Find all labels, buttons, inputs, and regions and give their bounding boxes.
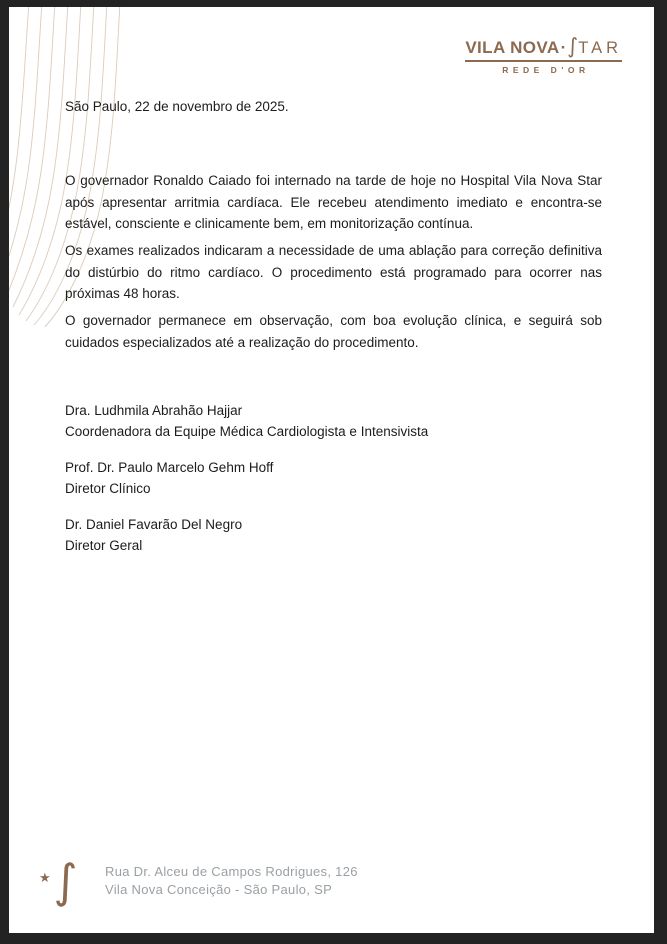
star-icon: ★ xyxy=(39,870,51,885)
signature-block xyxy=(65,514,428,556)
dateline: São Paulo, 22 de novembro de 2025. xyxy=(65,99,289,114)
footer-logo xyxy=(39,850,101,912)
signatory-name: Prof. Dr. Paulo Marcelo Gehm Hoff xyxy=(65,460,274,475)
signature-block xyxy=(65,457,428,499)
letter-page xyxy=(9,7,654,933)
letter-paragraph-1: O governador Ronaldo Caiado foi internado na tarde de hoje no Hospital Vila Nova Star após apresentar arritmia cardíaca. Ele recebeu atendimento imediato e encontra-se estável, consciente e clinicamente bem, em monitorização contínua. xyxy=(65,173,602,231)
letter-body xyxy=(65,170,602,359)
signature-block xyxy=(65,400,428,442)
signatory-name: Dra. Ludhmila Abrahão Hajjar xyxy=(65,403,243,418)
logo-dot-separator: · xyxy=(560,38,567,57)
script-s-icon: ∫ xyxy=(53,854,78,908)
letter-paragraph-3: O governador permanece em observação, com boa evolução clínica, e seguirá sob cuidados especializados até a realização do procedimento. xyxy=(65,313,602,350)
logo-script-s-icon: ∫ xyxy=(567,34,579,58)
address-line-2: Vila Nova Conceição - São Paulo, SP xyxy=(105,882,333,897)
logo-vila-nova: VILA NOVA xyxy=(465,38,560,57)
brand-logo xyxy=(465,34,622,75)
logo-tar: TAR xyxy=(578,39,622,57)
signatory-role: Coordenadora da Equipe Médica Cardiologista e Intensivista xyxy=(65,424,429,439)
signature-section xyxy=(65,400,428,571)
address-line-1: Rua Dr. Alceu de Campos Rodrigues, 126 xyxy=(105,863,358,879)
signatory-name: Dr. Daniel Favarão Del Negro xyxy=(65,517,243,532)
signatory-role: Diretor Geral xyxy=(65,538,143,553)
logo-subbrand: REDE D'OR xyxy=(502,65,590,75)
page-footer xyxy=(39,850,358,912)
letter-paragraph-2: Os exames realizados indicaram a necessidade de uma ablação para correção definitiva do distúrbio do ritmo cardíaco. O procedimento está programado para ocorrer nas próximas 48 horas. xyxy=(65,243,602,301)
footer-address xyxy=(101,863,358,900)
logo-wordmark xyxy=(465,34,622,62)
signatory-role: Diretor Clínico xyxy=(65,481,151,496)
